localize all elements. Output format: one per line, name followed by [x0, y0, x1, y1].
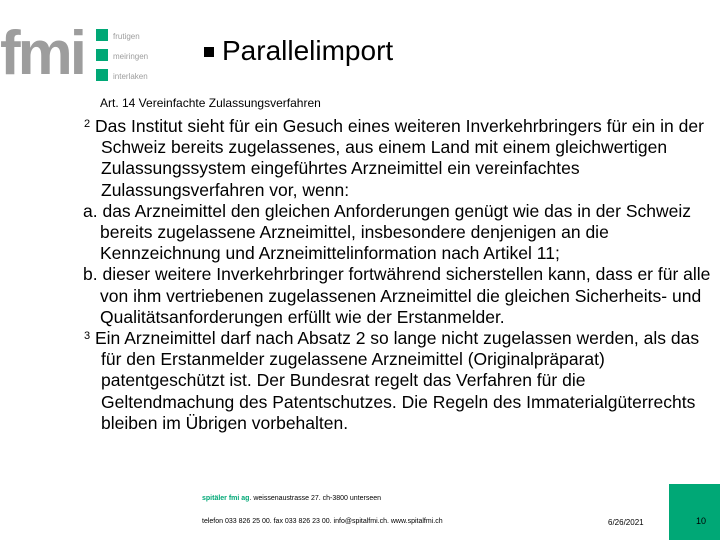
logo-location: frutigen	[113, 32, 140, 41]
logo-location: meiringen	[113, 52, 149, 61]
page-number: 10	[696, 516, 707, 526]
list-item-a: a. das Arzneimittel den gleichen Anforderungen genügt wie das in der Schweiz bereits zugelassene Arzneimittel, insbesondere denjenigen an die Kennzeichnung und Arzneimittelinformation nach Artikel 11;	[83, 200, 692, 264]
title-row	[204, 34, 393, 68]
slide-title: Parallelimport	[222, 35, 394, 66]
footer-date: 6/26/2021	[608, 518, 644, 527]
logo-locations	[113, 27, 148, 87]
logo-squares	[96, 29, 108, 89]
logo-square	[96, 49, 108, 61]
square-bullet-icon	[204, 47, 214, 57]
list-item-b: b. dieser weitere Inverkehrbringer fortwährend sicherstellen kann, dass er für alle von ihm vertriebenen zugelassenen Arzneimittel die gleichen Sicherheits- und Qualitätsanforderungen erfüllt wie der Erstanmelder.	[83, 264, 711, 327]
paragraph-2	[83, 116, 713, 201]
paragraph-number: 2	[84, 118, 91, 130]
page-number-box	[669, 484, 720, 540]
paragraph-text: Ein Arzneimittel darf nach Absatz 2 so lange nicht zugelassen werden, als das für den Erstanmelder zugelassene Arzneimittel (Originalpräparat) patentgeschützt ist. Der Bundesrat regelt das Verfahren für die Geltendmachung des Patentschutzes. Die Regeln des Immaterialgüterrechts bleiben im Übrigen vorbehalten.	[95, 328, 700, 433]
slide-subtitle: Art. 14 Vereinfachte Zulassungsverfahren	[100, 96, 321, 110]
article-text	[83, 116, 713, 434]
logo-location: interlaken	[113, 72, 148, 81]
paragraph-number: 3	[84, 330, 91, 343]
footer-address-line	[202, 495, 381, 502]
logo-square	[96, 69, 108, 81]
paragraph-text: Das Institut sieht für ein Gesuch eines weiteren Inverkehrbringers für ein in der Schweiz bereits zugelassenes, aus einem Land mit einem gleichwertigen Zulassungssystem eingeführtes Arzneimittel ein vereinfachtes Zulassungsverfahren vor, wenn:	[95, 116, 704, 200]
footer-brand: spitäler fmi ag	[202, 495, 250, 502]
paragraph-3	[83, 328, 713, 434]
logo-letters: fmi	[0, 19, 84, 88]
footer-contact: telefon 033 826 25 00. fax 033 826 23 00. info@spitalfmi.ch. www.spitalfmi.ch	[202, 518, 443, 525]
logo-square	[96, 29, 108, 41]
footer-address: . weissenaustrasse 27. ch-3800 unterseen	[249, 495, 381, 502]
fmi-logo	[0, 19, 175, 88]
